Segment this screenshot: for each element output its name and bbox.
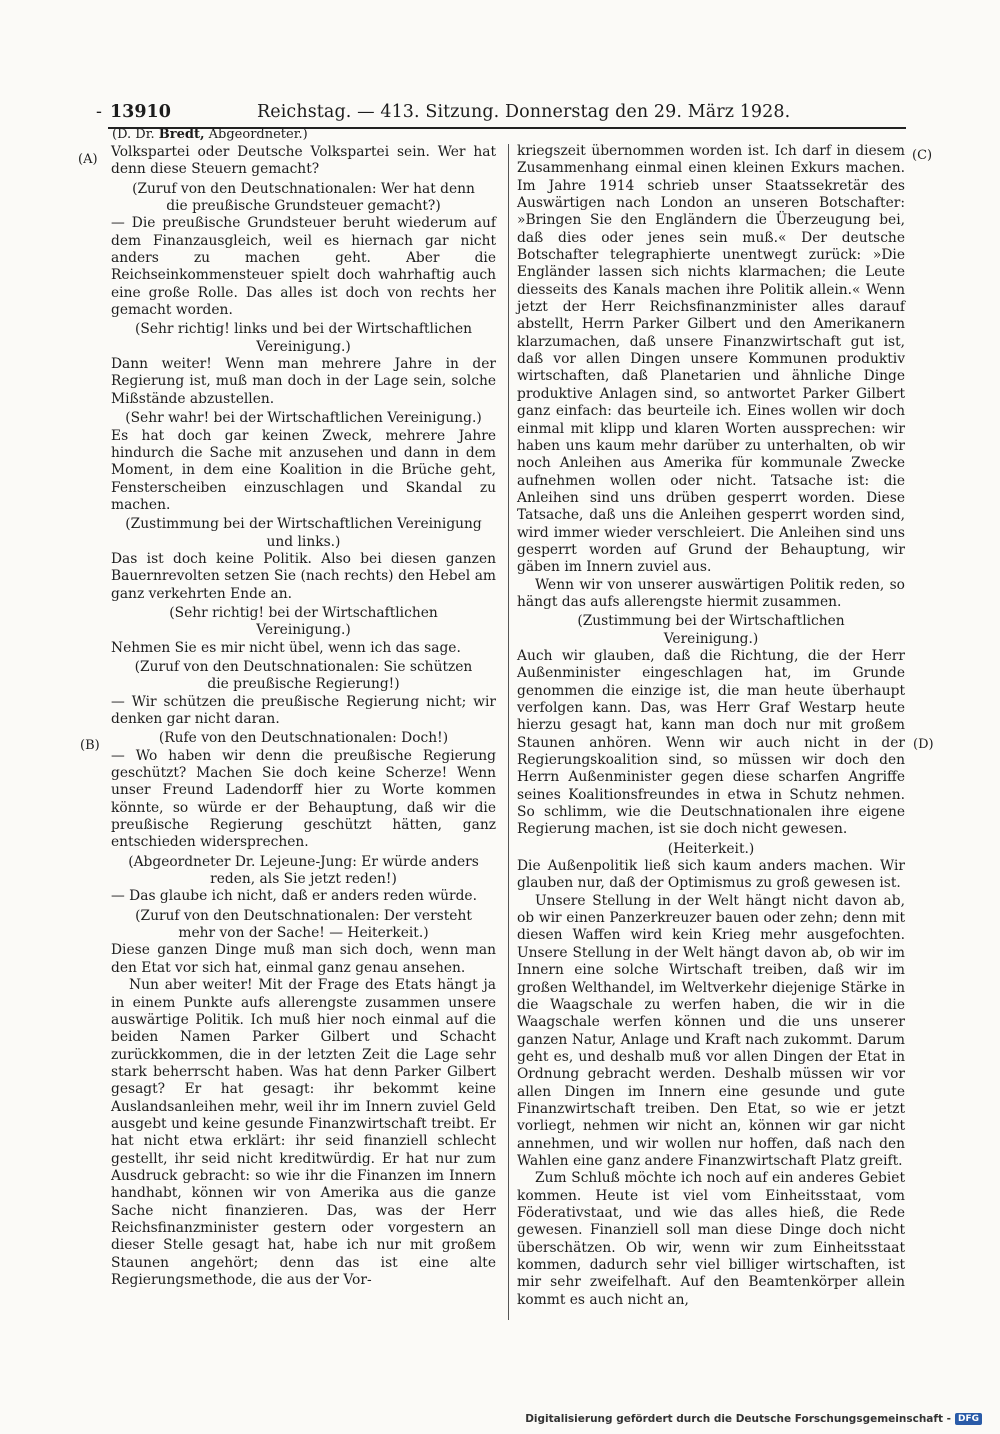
paragraph: — Wo haben wir denn die preußische Regierung geschützt? Machen Sie doch keine Scherze! Wenn unser Freund Ladendorff hier zu Worte kommen könnte, so würde er der Behauptung, daß wir die preußische Regierung geschützt hätten, ganz entschieden widersprechen.	[111, 747, 496, 851]
interjection: (Zuruf von den Deutschnationalen: Wer hat denn die preußische Grundsteuer gemacht?)	[132, 180, 475, 215]
footer-text: Digitalisierung gefördert durch die Deutsche Forschungsgemeinschaft -	[525, 1413, 951, 1425]
margin-mark-a: (A)	[78, 152, 98, 167]
left-column	[111, 144, 496, 1289]
interjection: (Zuruf von den Deutschnationalen: Sie schützen die preußische Regierung!)	[134, 658, 473, 693]
paragraph: Zum Schluß möchte ich noch auf ein anderes Gebiet kommen. Heute ist viel vom Einheitsstaat, vom Föderativstaat, und wie das alles hieß, die Rede gewesen. Finanziell soll man diese Dinge doch nicht überschätzen. Ob wir, wenn wir zum Einheitsstaat kommen, dadurch sehr viel billiger wirtschaften, ist mir sehr zweifelhaft. Auf den Beamtenkörper allein kommt es auch nicht an,	[517, 1170, 905, 1308]
interjection: (Sehr richtig! links und bei der Wirtschaftlichen Vereinigung.)	[134, 321, 473, 355]
interjection: (Abgeordneter Dr. Lejeune-Jung: Er würde anders reden, als Sie jetzt reden!)	[128, 853, 479, 888]
interjection: (Sehr richtig! bei der Wirtschaftlichen Vereinigung.)	[169, 604, 438, 639]
paragraph: Diese ganzen Dinge muß man sich doch, wenn man den Etat vor sich hat, einmal ganz genau ansehen.	[111, 942, 496, 976]
paragraph: Das ist doch keine Politik. Also bei diesen ganzen Bauernrevolten setzen Sie (nach rechts) den Hebel am ganz verkehrten Ende an.	[111, 550, 496, 602]
paragraph: Dann weiter! Wenn man mehrere Jahre in der Regierung ist, muß man doch in der Lage sein, solche Mißstände abzustellen.	[111, 356, 496, 407]
speaker-role: Abgeordneter.)	[204, 127, 308, 142]
paragraph: — Die preußische Grundsteuer beruht wiederum auf dem Finanzausgleich, weil es hiernach gar nicht anders zu machen geht. Aber die Reichseinkommensteuer spielt doch wahrhaftig auch eine große Rolle. Das alles ist doch von rechts her gemacht worden.	[111, 215, 496, 319]
paragraph: Die Außenpolitik ließ sich kaum anders machen. Wir glauben nur, daß der Optimismus zu groß gewesen ist.	[517, 858, 905, 892]
margin-mark-c: (C)	[912, 148, 933, 163]
paragraph: Wenn wir von unserer auswärtigen Politik reden, so hängt das aufs allerengste hiermit zusammen.	[517, 576, 905, 610]
page-number: - 13910	[110, 100, 171, 124]
page-header	[102, 100, 810, 124]
margin-mark-b: (B)	[80, 738, 100, 753]
speaker-name: Bredt,	[158, 127, 205, 142]
dfg-logo: DFG	[955, 1413, 982, 1425]
running-head: Reichstag. — 413. Sitzung. Donnerstag den 29. März 1928.	[257, 102, 791, 122]
column-divider	[508, 144, 509, 1320]
margin-mark-d: (D)	[913, 737, 934, 752]
paragraph: Volkspartei oder Deutsche Volkspartei sein. Wer hat denn diese Steuern gemacht?	[111, 144, 496, 178]
paragraph: kriegszeit übernommen worden ist. Ich darf in diesem Zusammenhang einmal einen kleinen Exkurs machen. Im Jahre 1914 schrieb unser Staatssekretär des Auswärtigen nach London an unseren Botschafter: »Bringen Sie den Engländern die Überzeugung bei, daß dies oder jenes sein muß.« Der deutsche Botschafter telegraphierte unentwegt zurück: »Die Engländer lassen sich nichts klarmachen; die Leute diesseits des Kanals machen ihre Politik allein.« Wenn jetzt der Herr Reichsfinanzminister alles darauf abstellt, Herrn Parker Gilbert und den Amerikanern klarzumachen, daß unsere Finanzwirtschaft gut ist, daß vor allen Dingen unsere Kommunen produktiv wirtschaften, daß Planetarien und ähnliche Dinge produktive Anlagen sind, so antwortet Parker Gilbert ganz einfach: das beurteile ich. Eines wollen wir doch einmal mit klipp und klaren Worten aussprechen: wir haben uns kaum mehr darüber zu unterhalten, ob wir noch Anleihen aus Amerika für kommunale Zwecke aufnehmen wollen oder nicht. Tatsache ist: die Anleihen sind uns drüben gesperrt worden. Diese Tatsache, daß uns die Anleihen gesperrt worden sind, wird immer wieder verschleiert. Die Anleihen sind uns gesperrt worden auf Grund der Behauptung, wir gäben im Innern zuviel aus.	[517, 143, 905, 576]
paragraph: Unsere Stellung in der Welt hängt nicht davon ab, ob wir einen Panzerkreuzer bauen oder zehn; denn mit diesen Waffen wird kein Krieg mehr ausgefochten. Unsere Stellung in der Welt hängt davon ab, ob wir im Innern eine solche Wirtschaft treiben, daß wir im großen Welthandel, im Weltverkehr diejenige Stärke in die Waagschale zu werfen haben, die wir in die Waagschale werfen können und die uns unserer ganzen Natur, Anlage und Kraft nach zukommt. Darum geht es, und deshalb muß vor allen Dingen der Etat in Ordnung gebracht werden. Deshalb müssen wir vor allen Dingen im Innern eine gesunde und gute Finanzwirtschaft treiben. Den Etat, so wie er jetzt vorliegt, nehmen wir nicht an, können wir gar nicht annehmen, und wir wollen nur hoffen, daß nach den Wahlen eine ganz andere Finanzwirtschaft Platz greift.	[517, 892, 905, 1169]
interjection: (Zuruf von den Deutschnationalen: Der versteht mehr von der Sache! — Heiterkeit.)	[135, 907, 472, 942]
paragraph: — Das glaube ich nicht, daß er anders reden würde.	[111, 888, 477, 905]
speaker-prefix: (D. Dr.	[112, 127, 159, 142]
interjection: (Sehr wahr! bei der Wirtschaftlichen Vereinigung.)	[125, 410, 482, 427]
paragraph: — Wir schützen die preußische Regierung nicht; wir denken gar nicht daran.	[111, 693, 496, 727]
paragraph: Nehmen Sie es mir nicht übel, wenn ich das sage.	[111, 639, 461, 656]
speaker-line	[112, 126, 308, 143]
interjection: (Rufe von den Deutschnationalen: Doch!)	[158, 730, 449, 747]
paragraph: Nun aber weiter! Mit der Frage des Etats hängt ja in einem Punkte aufs allerengste zusammen unsere auswärtige Politik. Ich muß hier noch einmal auf die beiden Namen Parker Gilbert und Schacht zurückkommen, die in der letzten Zeit die Lage sehr stark beherrscht haben. Was hat denn Parker Gilbert gesagt? Er hat gesagt: ihr bekommt keine Auslandsanleihen mehr, weil ihr im Innern zuviel Geld ausgebt und keine gesunde Finanzwirtschaft treibt. Er hat nicht etwa erklärt: ihr seid finanziell schlecht gestellt, ihr seid nicht kreditwürdig. Er hat nur zum Ausdruck gebracht: so wie ihr die Finanzen im Innern handhabt, können wir von Amerika aus die ganze Sache nicht finanzieren. Das, was der Herr Reichsfinanzminister gestern oder vorgestern an dieser Stelle gesagt hat, habe ich nur mit großem Staunen angehört; denn das ist eine alte Regierungsmethode, die aus der Vor-	[111, 977, 496, 1288]
interjection: (Zustimmung bei der Wirtschaftlichen Vereinigung.)	[577, 613, 845, 647]
right-column	[517, 143, 905, 1309]
footer-credit	[525, 1413, 982, 1425]
interjection: (Zustimmung bei der Wirtschaftlichen Vereinigung und links.)	[125, 516, 482, 550]
paragraph: Auch wir glauben, daß die Richtung, die der Herr Außenminister eingeschlagen hat, im Grunde genommen die einzige ist, die man heute überhaupt verfolgen kann. Das, was Herr Graf Westarp heute hierzu gesagt hat, kann man doch nur mit großem Staunen anhören. Wenn wir auch nicht in der Regierungskoalition sind, so müssen wir doch den Herrn Außenminister gegen diese scharfen Angriffe seines Koalitionsfreundes in etwa in Schutz nehmen. So schlimm, wie die Deutschnationalen ihre eigene Regierung machen, ist sie doch nicht gewesen.	[517, 647, 905, 838]
interjection: (Heiterkeit.)	[667, 840, 755, 857]
paragraph: Es hat doch gar keinen Zweck, mehrere Jahre hindurch die Sache mit anzusehen und dann in dem Moment, in dem eine Koalition in die Brüche geht, Fensterscheiben einzuschlagen und Skandal zu machen.	[111, 427, 496, 513]
